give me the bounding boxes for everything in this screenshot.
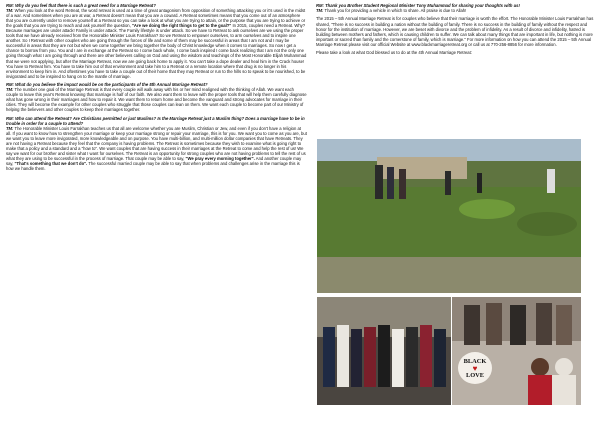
retreat-photo-outdoor [317,139,581,293]
question-2-label: RM: [6,82,14,88]
question-2 [6,82,307,112]
couple-scene-graphic [452,297,581,405]
closing-question-text: Thank you Brother Student Regional Minister Tony Muhammad for sharing your thoughts with us! [325,3,520,8]
answer-1-part-3: In 2015, couples need a Retreat. Why? Because marriages are under attack! Family is under attack. The Family lifestyle is under attack. So we have to Retreat to ask ourselves are we using the proper tools that we have already received from the Honorable Minister Louis Farrakhan? So we Retreat to empower ourselves, to arm ourselves and to inspire one another. So I Retreat with other couples who are going through the forces of life and some of them may be successful in areas that I am not and I may be successful in areas that they are not but when we come together we bring together the body of Christ knowledge when it comes to marriages. So now I get a chance to borrow from you. You and I are in exchange at the Retreat so I come back whole, I come back inspired I come back realizing that I am not the only one going through what I am going through and there are other believers calling on God and using the wisdom and teachings of the Most Honorable Elijah Muhammad that we were not applying, but after the Marriage Retreat, now we are going back home to apply it. You can't take a dope dealer and heal him in the Crack house! You have to Retreat him. You have to take him out of that environment and take him to a Retreat or a remote location where that drug is no longer in his environment to keep him in. And oftentimes you have to take a couple out of their home that they may Retreat or run to the hills so to speak to be nourished, to be invigorated and to be inspired to hang on to the mantle of marriage. [6,23,307,79]
closing-question-label: RM: [316,3,324,8]
question-3-text: Who can attend the Retreat? Are Christians permitted or just Muslims? Is the Marriage Retreat just a Muslim thing? Does a marriage have to be in trouble in order for a couple to attend? [6,115,305,126]
question-1-label: RM: [6,3,14,8]
answer-3-part-4: "That's something that we don't do". [14,161,88,167]
closing-exchange [316,3,596,13]
heart-icon: ♥ [472,363,478,373]
answer-3-part-2: "We pray every morning together". [185,156,255,162]
answer-3-part-3: And another couple may say, [6,156,302,167]
answer-1-label: TM: [6,8,14,14]
answer-1-part-1: When you look at the word Retreat, the word retreat is used at a time of great antagonism from opposition of something attacking you or it's used in the midst of a war. And sometimes when you are at war, a Retreat doesn't mean that you are a coward. A Retreat sometimes means that you come out of an atmosphere that you are currently under to remove yourself at a Retreat so you can take a look at what you are trying to attain, or the purpose that you are trying to achieve or the goals that you are trying to reach and ask yourself the question, [6,8,306,29]
left-column [6,3,307,175]
right-column [316,3,596,59]
black-love-badge [458,352,492,384]
question-3 [6,116,307,172]
question-1 [6,3,307,79]
answer-2-part-1: The number one goal of the Marriage Retreat is that every couple will walk away with his or her mind realigned with the thinking of Allah. We want each couple to leave this year's Retreat knowing that marriage is half of our faith. We also want them to leave with the proper tools that will help them carefully diagnose what has gone wrong in their marriages and how to repair it. We want them to return home and become the vanguard and strong advocates for marriage in their cities. They will become the example for other couples who struggle that those couples can lean on them. We want each couple to become part of our Ministry of helping the believers and other couples to keep their marriages together. [6,87,307,113]
group-scene-graphic [317,297,451,405]
retreat-photo-group [317,297,451,405]
badge-line-1: BLACK [463,357,487,365]
question-1-text: Why do you feel that there is such a great need for a Marriage Retreat? [15,3,156,8]
photo-caption: Please take a look at what God blessed us to do at the 4th Annual Marriage Retreat: [316,50,472,56]
answer-1-part-2: "Are we doing the right things to get to the goal?" [131,23,232,29]
badge-line-2: LOVE [465,371,485,379]
question-3-label: RM: [6,115,14,121]
answer-3-part-1: The Honorable Minister Louis Farrakhan teaches us that all are welcome whether you are Muslim, Christian or Jew, and even if you don't have a religion at all. If you want to know how to strengthen your marriage or keep your marriage strong or repair your marriage, this is for you. We want you to come as you are, but we want you to leave more invigorated, more knowledgeable and on purpose. You have multi-billion, and multi-million dollar companies that have Retreats. They are not having a Retreat because they feel that the company is having problems. The Retreat is sometimes because they wish to examine what is going right to make that a policy and a standard and a "how to". We want couples that are having success in their marriages at the Retreat to come and help the rest of us! We say we want for our brother and sister what I want for ourselves. The Retreat is an opportunity for strong couples who are not having problems to tell the rest of us what they are using to be successful in the process of marriage. That couple may be able to say, [6,125,307,162]
outdoor-scene-graphic [317,139,581,293]
answer-2-label: TM: [6,87,14,93]
retreat-info: The 2015 – 5th Annual Marriage Retreat is for couples who believe that their marriage is worth the effort. The Honorable Minister Louis Farrakhan has shared, "There is no success in building a nation without the building of family. There is no success in the building of family without the respect and honor for the institution of marriage. However, we are beset with divorce and the problem of infidelity. As a result of divorce and infidelity, hatred is building between mothers and fathers, which is causing children to suffer. We can talk about many things that are important in life, but nothing is more important or sacred than family and the cornerstone of family, which is marriage." For more information on how you can attend the 2015 – 5th Annual Marriage Retreat please visit our official Website at www.blackmarriageretreat.org or call us at 770-256-8856 for more information. [316,16,594,47]
answer-3-part-5: The successful married couple may be able to say that when problems and challenges arise in the marriage this is how we handle them. [6,161,300,172]
question-2-text: What do you believe the impact would be on the participants of the 5th Annual Marriage Retreat? [15,82,208,88]
closing-answer-text: Thank you for providing a vehicle in which to share. All praise is due to Allah! [324,8,467,14]
closing-answer-label: TM: [316,8,324,14]
retreat-photo-couple [452,297,581,405]
answer-3-label: TM: [6,125,14,131]
